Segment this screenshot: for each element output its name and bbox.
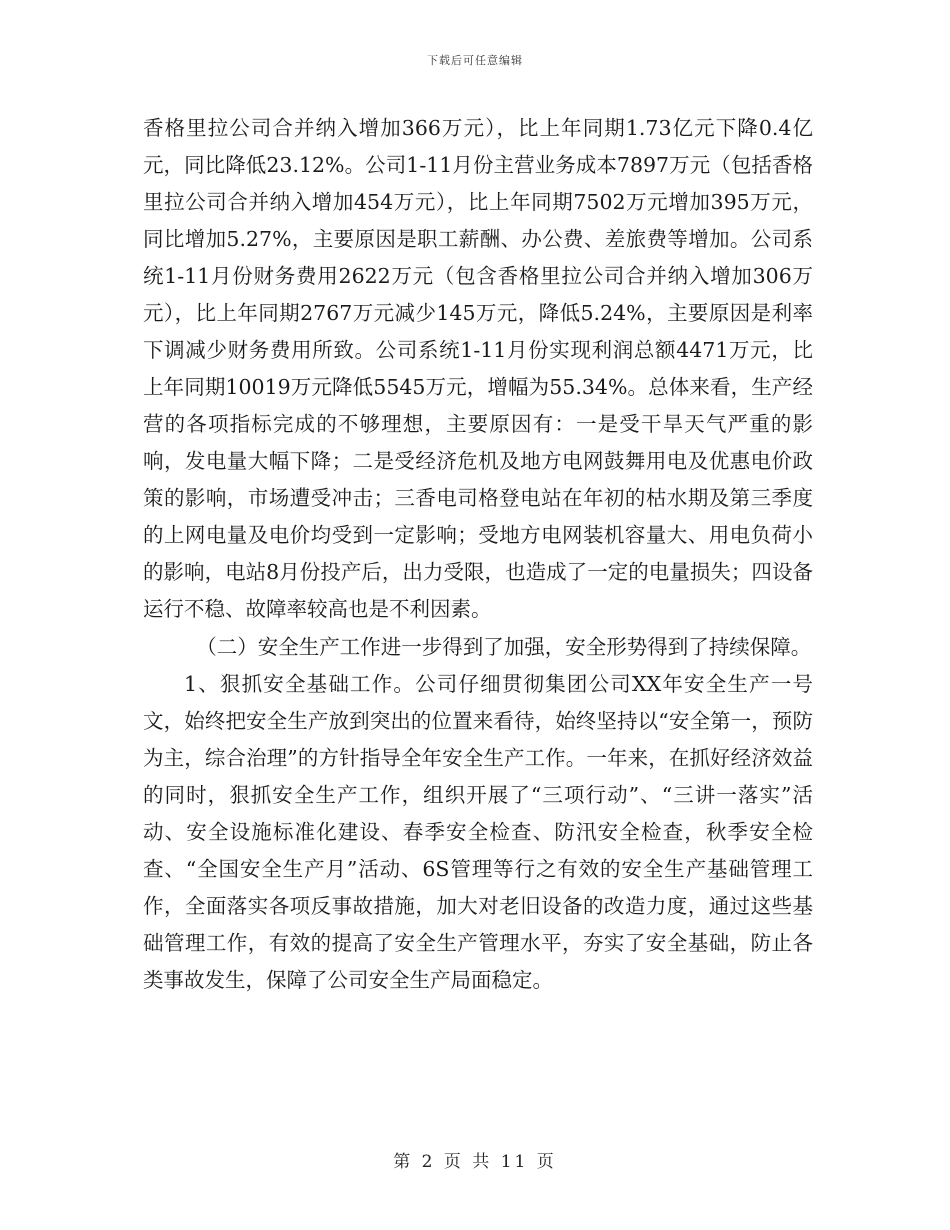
document-body — [143, 110, 813, 999]
body-paragraph-income-costs: 香格里拉公司合并纳入增加366万元），比上年同期1.73亿元下降0.4亿元，同比降低23.12%。公司1-11月份主营业务成本7897万元（包括香格里拉公司合并纳入增加454万元），比上年同期7502万元增加395万元，同比增加5.27%，主要原因是职工薪酬、办公费、差旅费等增加。公司系统1-11月份财务费用2622万元（包含香格里拉公司合并纳入增加306万元），比上年同期2767万元减少145万元，降低5.24%，主要原因是利率下调减少财务费用所致。公司系统1-11月份实现利润总额4471万元，比上年同期10019万元降低5545万元，增幅为55.34%。总体来看，生产经营的各项指标完成的不够理想，主要原因有：一是受干旱天气严重的影响，发电量大幅下降；二是受经济危机及地方电网鼓舞用电及优惠电价政策的影响，市场遭受冲击；三香电司格登电站在年初的枯水期及第三季度的上网电量及电价均受到一定影响；受地方电网装机容量大、用电负荷小的影响，电站8月份投产后，出力受限，也造成了一定的电量损失；四设备运行不稳、故障率较高也是不利因素。 — [143, 116, 813, 621]
body-paragraph-safety-basics: 1、狠抓安全基础工作。公司仔细贯彻集团公司XX年安全生产一号文，始终把安全生产放到突出的位置来看待，始终坚持以“安全第一，预防为主，综合治理”的方针指导全年安全生产工作。一年来，在抓好经济效益的同时，狠抓安全生产工作，组织开展了“三项行动”、“三讲一落实”活动、安全设施标准化建设、春季安全检查、防汛安全检查，秋季安全检查、“全国安全生产月”活动、6S管理等行之有效的安全生产基础管理工作，全面落实各项反事故措施，加大对老旧设备的改造力度，通过这些基础管理工作，有效的提高了安全生产管理水平，夯实了安全基础，防止各类事故发生，保障了公司安全生产局面稳定。 — [143, 672, 813, 992]
page-number: 第 2 页 共 11 页 — [393, 1152, 557, 1172]
section-heading-safety: （二）安全生产工作进一步得到了加强，安全形势得到了持续保障。 — [196, 635, 812, 659]
page-header-note: 下载后可任意编辑 — [427, 54, 523, 67]
